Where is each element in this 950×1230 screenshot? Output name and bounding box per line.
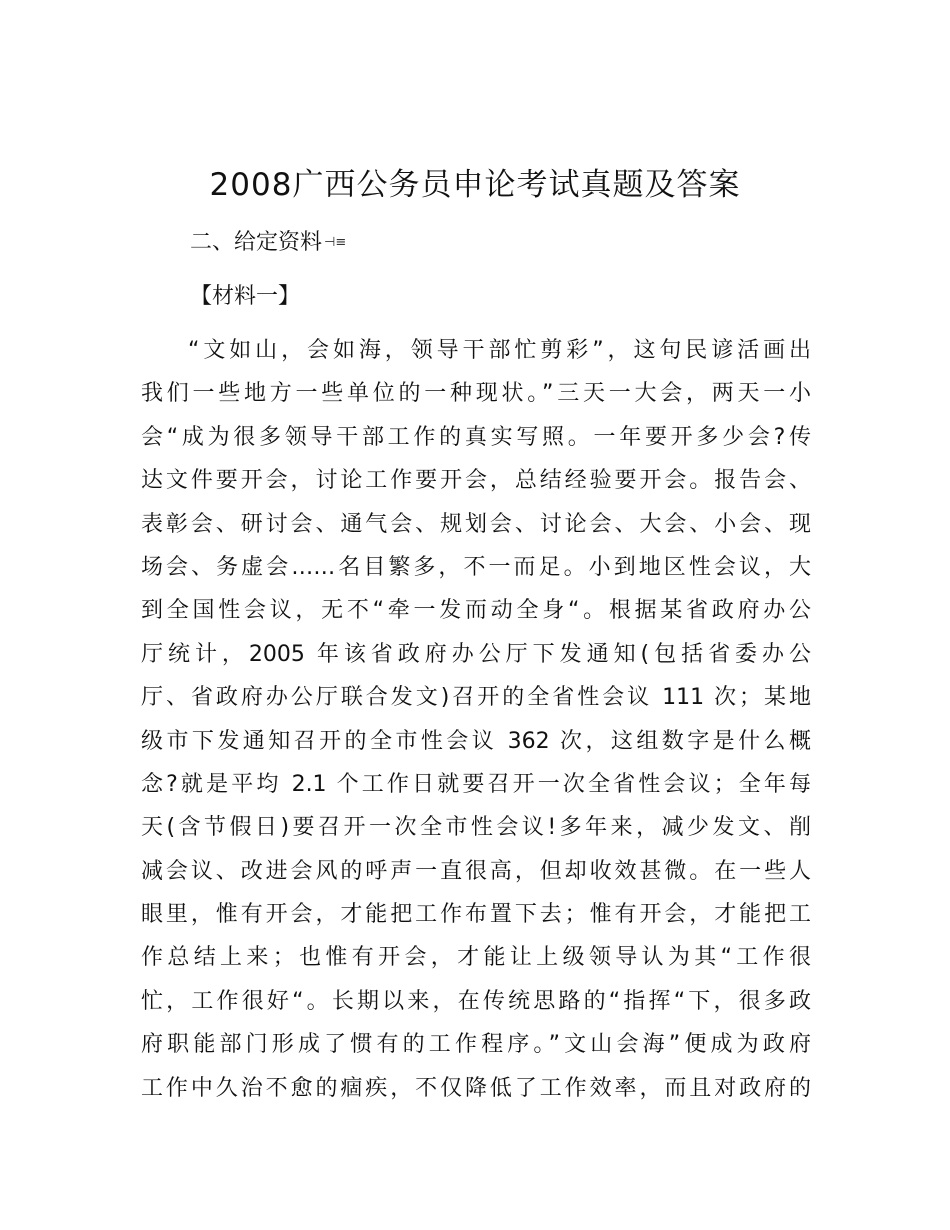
paragraph-line: 表彰会、研讨会、通气会、规划会、讨论会、大会、小会、现	[141, 511, 811, 537]
paragraph-line: 场会、务虚会……名目繁多，不一而足。小到地区性会议，大	[141, 554, 811, 580]
paragraph-line: 厅统计，2005 年该省政府办公厅下发通知(包括省委办公	[141, 641, 811, 667]
paragraph-line: 作总结上来；也惟有开会，才能让上级领导认为其“工作很	[141, 945, 811, 971]
paragraph-line: 忙，工作很好“。长期以来，在传统思路的“指挥“下，很多政	[141, 988, 811, 1014]
paragraph-line: 天(含节假日)要召开一次全市性会议!多年来，减少发文、削	[141, 815, 811, 841]
paragraph-line: 府职能部门形成了惯有的工作程序。”文山会海”便成为政府	[141, 1032, 811, 1058]
section-heading-text: 二、给定资料	[190, 230, 323, 255]
document-title: 2008广西公务员申论考试真题及答案	[209, 167, 741, 203]
table-marker-icon: ⊣≡	[324, 235, 347, 250]
section-heading	[190, 226, 346, 260]
paragraph-line: 我们一些地方一些单位的一种现状。”三天一大会，两天一小	[141, 381, 811, 407]
paragraph-line: 工作中久治不愈的痼疾，不仅降低了工作效率，而且对政府的	[141, 1075, 811, 1101]
paragraph-line: 到全国性会议，无不“牵一发而动全身“。根据某省政府办公	[141, 598, 811, 624]
paragraph-line: 级市下发通知召开的全市性会议 362 次，这组数字是什么概	[141, 728, 811, 754]
body-paragraph	[141, 329, 811, 1110]
material-label: 【材料一】	[190, 284, 301, 309]
paragraph-line: 达文件要开会，讨论工作要开会，总结经验要开会。报告会、	[141, 468, 811, 494]
paragraph-line: 眼里，惟有开会，才能把工作布置下去；惟有开会，才能把工	[141, 902, 811, 928]
paragraph-line: 厅、省政府办公厅联合发文)召开的全省性会议 111 次；某地	[141, 685, 811, 711]
paragraph-line: 会“成为很多领导干部工作的真实写照。一年要开多少会?传	[141, 424, 811, 450]
paragraph-line: “文如山，会如海，领导干部忙剪彩”，这句民谚活画出	[188, 338, 811, 363]
paragraph-line: 念?就是平均 2.1 个工作日就要召开一次全省性会议；全年每	[141, 771, 811, 797]
paragraph-line: 减会议、改进会风的呼声一直很高，但却收效甚微。在一些人	[141, 858, 811, 884]
